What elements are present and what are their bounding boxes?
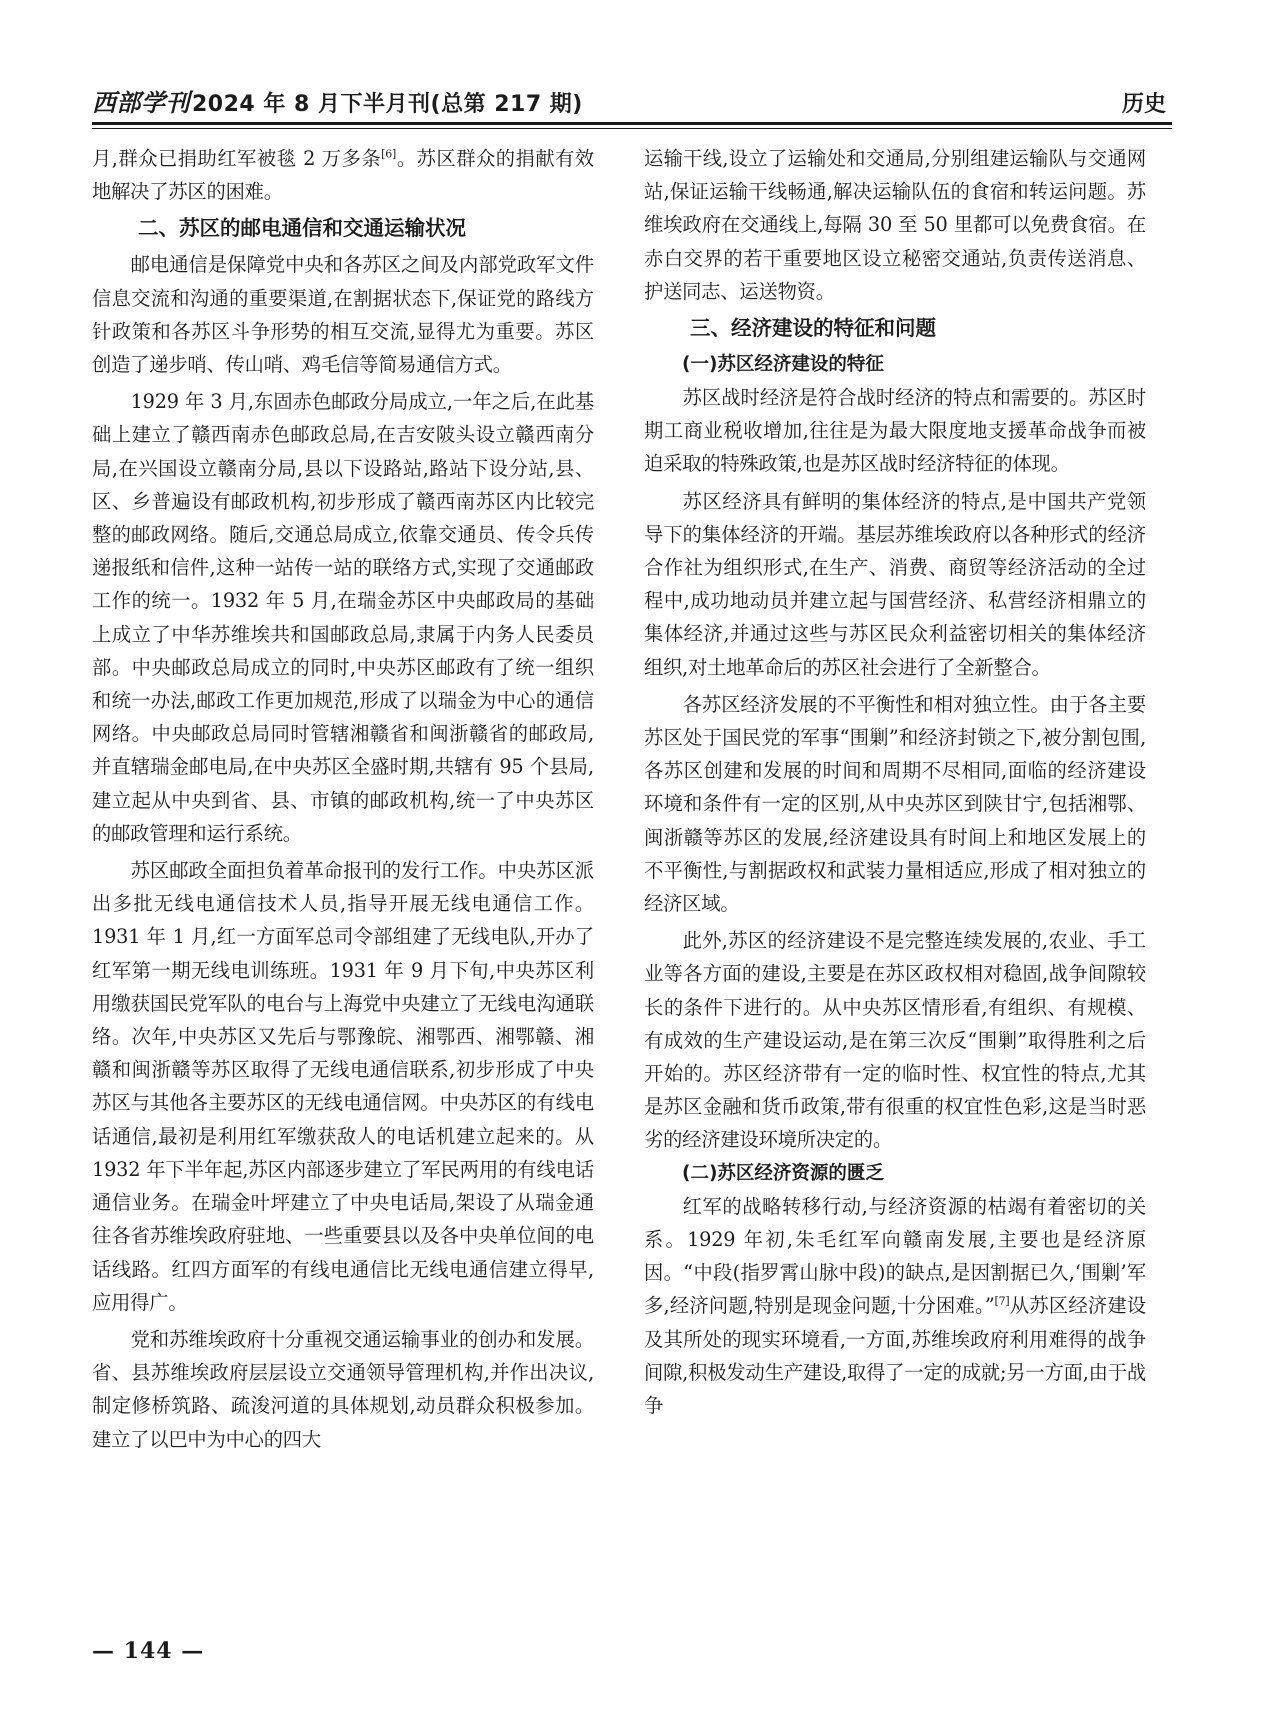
section-heading: 二、苏区的邮电通信和交通运输状况 [138,216,466,241]
header-rule-thick [92,122,1172,125]
page-number: — 144 — [92,1638,205,1664]
paragraph: 党和苏维埃政府十分重视交通运输事业的创办和发展。省、县苏维埃政府层层设立交通领导管理机构,并作出决议,制定修桥筑路、疏浚河道的具体规划,动员群众积极参加。建立了以巴中为中心的四大 [92,1327,594,1451]
paragraph-text: 红军的战略转移行动,与经济资源的枯竭有着密切的关系。1929 年初,朱毛红军向赣南发展,主要也是经济原因。“中段(指罗霄山脉中段)的缺点,是因割据已久,‘围剿’军多,经济问题,特别是现金问题,十分困难。” [644,1194,1146,1318]
paragraph: 运输干线,设立了运输处和交通局,分别组建运输队与交通网站,保证运输干线畅通,解决运输队伍的食宿和转运问题。苏维埃政府在交通线上,每隔 30 至 50 里都可以免费食宿。在赤白交界的若干重要地区设立秘密交通站,负责传送消息、护送同志、运送物资。 [644,147,1146,303]
section-heading: 三、经济建设的特征和问题 [690,316,936,341]
paragraph: 邮电通信是保障党中央和各苏区之间及内部党政军文件信息交流和沟通的重要渠道,在割据状态下,保证党的路线方针政策和各苏区斗争形势的相互交流,显得尤为重要。苏区创造了递步哨、传山哨、鸡毛信等简易通信方式。 [92,253,594,377]
journal-issue-line [92,83,583,118]
left-column [92,142,594,1456]
paragraph-text: 。苏区群众的捐献有效地解决了苏区的困难。 [92,147,594,204]
paragraph [644,1190,1146,1422]
paragraph: 此外,苏区的经济建设不是完整连续发展的,农业、手工业等各方面的建设,主要是在苏区政权相对稳固,战争间隙较长的条件下进行的。从中央苏区情形看,有组织、有规模、有成效的生产建设运动,是在第三次反“围剿”取得胜利之后开始的。苏区经济带有一定的临时性、权宜性的特点,尤其是苏区金融和货币政策,带有很重的权宜性色彩,这是当时恶劣的经济建设环境所决定的。 [644,929,1146,1152]
paragraph-text: 从苏区经济建设及其所处的现实环境看,一方面,苏维埃政府利用难得的战争间隙,积极发动生产建设,取得了一定的成就;另一方面,由于战争 [644,1294,1146,1417]
paragraph: 各苏区经济发展的不平衡性和相对独立性。由于各主要苏区处于国民党的军事“围剿”和经济封锁之下,被分割包围,各苏区创建和发展的时间和周期不尽相同,面临的经济建设环境和条件有一定的区别,从中央苏区到陕甘宁,包括湘鄂、闽浙赣等苏区的发展,经济建设具有时间上和地区发展上的不平衡性,与割据政权和武装力量相适应,形成了相对独立的经济区域。 [644,692,1146,916]
citation-ref: [7] [994,1294,1010,1308]
right-column [644,142,1146,1422]
journal-logo: 西部学刊 [92,88,190,117]
paragraph: 苏区经济具有鲜明的集体经济的特点,是中国共产党领导下的集体经济的开端。基层苏维埃政府以各种形式的经济合作社为组织形式,在生产、消费、商贸等经济活动的全过程中,成功地动员并建立起与国营经济、私营经济相鼎立的集体经济,并通过这些与苏区民众利益密切相关的集体经济组织,对土地革命后的苏区社会进行了全新整合。 [644,489,1146,679]
section-tag: 历史 [1121,92,1166,117]
paragraph: 1929 年 3 月,东固赤色邮政分局成立,一年之后,在此基础上建立了赣西南赤色邮政总局,在吉安陂头设立赣西南分局,在兴国设立赣南分局,县以下设路站,路站下设分站,县、区、乡普遍设有邮政机构,初步形成了赣西南苏区内比较完整的邮政网络。随后,交通总局成立,依靠交通员、传令兵传递报纸和信件,这种一站传一站的联络方式,实现了交通邮政工作的统一。1932 年 5 月,在瑞金苏区中央邮政局的基础上成立了中华苏维埃共和国邮政总局,隶属于内务人民委员部。中央邮政总局成立的同时,中央苏区邮政有了统一组织和统一办法,邮政工作更加规范,形成了以瑞金为中心的通信网络。中央邮政总局同时管辖湘赣省和闽浙赣省的邮政局,并直辖瑞金邮电局,在中央苏区全盛时期,共辖有 95 个县局,建立起从中央到省、县、市镇的邮政机构,统一了中央苏区的邮政管理和运行系统。 [92,390,594,845]
paragraph-text: 月,群众已捐助红军被毯 2 万多条 [92,147,382,170]
paragraph: 苏区邮政全面担负着革命报刊的发行工作。中央苏区派出多批无线电通信技术人员,指导开展无线电通信工作。1931 年 1 月,红一方面军总司令部组建了无线电队,开办了红军第一期无线电训练班。1931 年 9 月下旬,中央苏区利用缴获国民党军队的电台与上海党中央建立了无线电沟通联络。次年,中央苏区又先后与鄂豫皖、湘鄂西、湘鄂赣、湘赣和闽浙赣等苏区取得了无线电通信联系,初步形成了中央苏区与其他各主要苏区的无线电通信网。中央苏区的有线电话通信,最初是利用红军缴获敌人的电话机建立起来的。从 1932 年下半年起,苏区内部逐步建立了军民两用的有线电话通信业务。在瑞金叶坪建立了中央电话局,架设了从瑞金通往各省苏维埃政府驻地、一些重要县以及各中央单位间的电话线路。红四方面军的有线电通信比无线电通信建立得早,应用得广。 [92,859,594,1314]
issue-info: 2024 年 8 月下半月刊(总第 217 期) [192,92,583,117]
citation-ref: [6] [381,147,397,161]
header-rule-thin [92,128,1172,129]
paragraph: 苏区战时经济是符合战时经济的特点和需要的。苏区时期工商业税收增加,往往是为最大限度地支援革命战争而被迫采取的特殊政策,也是苏区战时经济特征的体现。 [644,386,1146,476]
subsection-heading: (二)苏区经济资源的匮乏 [682,1162,884,1184]
subsection-heading: (一)苏区经济建设的特征 [682,354,884,376]
paragraph [92,142,594,208]
running-header [92,84,1172,118]
